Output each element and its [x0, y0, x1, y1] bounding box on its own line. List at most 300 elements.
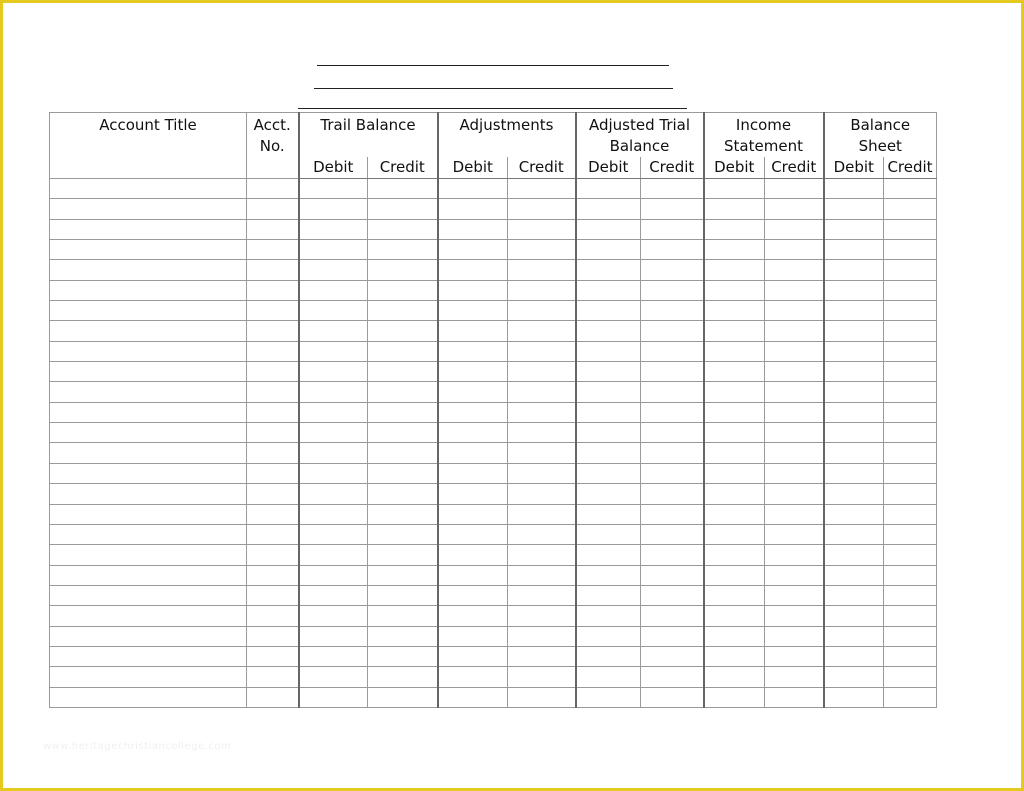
adjustments-debit-cell[interactable]: [438, 504, 508, 524]
trail-balance-debit-cell[interactable]: [299, 382, 368, 402]
adjustments-debit-cell[interactable]: [438, 179, 508, 199]
adjusted-trial-balance-credit-cell[interactable]: [641, 524, 704, 544]
account-title-cell[interactable]: [50, 646, 247, 666]
acct-no-cell[interactable]: [247, 646, 299, 666]
trail-balance-credit-cell[interactable]: [368, 280, 438, 300]
adjustments-credit-cell[interactable]: [508, 341, 576, 361]
adjusted-trial-balance-credit-cell[interactable]: [641, 626, 704, 646]
adjusted-trial-balance-debit-cell[interactable]: [576, 341, 641, 361]
balance-sheet-credit-cell[interactable]: [884, 443, 937, 463]
adjusted-trial-balance-debit-cell[interactable]: [576, 484, 641, 504]
adjusted-trial-balance-debit-cell[interactable]: [576, 423, 641, 443]
income-statement-debit-cell[interactable]: [704, 341, 765, 361]
acct-no-cell[interactable]: [247, 606, 299, 626]
adjusted-trial-balance-debit-cell[interactable]: [576, 321, 641, 341]
income-statement-credit-cell[interactable]: [765, 667, 824, 687]
trail-balance-credit-cell[interactable]: [368, 626, 438, 646]
adjustments-debit-cell[interactable]: [438, 423, 508, 443]
heading-blank-line-1[interactable]: [317, 65, 669, 66]
income-statement-debit-cell[interactable]: [704, 646, 765, 666]
income-statement-credit-cell[interactable]: [765, 545, 824, 565]
acct-no-cell[interactable]: [247, 565, 299, 585]
adjustments-credit-cell[interactable]: [508, 565, 576, 585]
acct-no-cell[interactable]: [247, 667, 299, 687]
account-title-cell[interactable]: [50, 240, 247, 260]
adjustments-credit-cell[interactable]: [508, 606, 576, 626]
income-statement-debit-cell[interactable]: [704, 443, 765, 463]
balance-sheet-credit-cell[interactable]: [884, 301, 937, 321]
income-statement-debit-cell[interactable]: [704, 402, 765, 422]
trail-balance-credit-cell[interactable]: [368, 524, 438, 544]
adjustments-debit-cell[interactable]: [438, 484, 508, 504]
trail-balance-credit-cell[interactable]: [368, 341, 438, 361]
adjustments-credit-cell[interactable]: [508, 382, 576, 402]
income-statement-debit-cell[interactable]: [704, 667, 765, 687]
adjustments-credit-cell[interactable]: [508, 545, 576, 565]
account-title-cell[interactable]: [50, 423, 247, 443]
acct-no-cell[interactable]: [247, 382, 299, 402]
adjusted-trial-balance-credit-cell[interactable]: [641, 301, 704, 321]
adjusted-trial-balance-debit-cell[interactable]: [576, 260, 641, 280]
adjustments-credit-cell[interactable]: [508, 484, 576, 504]
adjustments-debit-cell[interactable]: [438, 585, 508, 605]
balance-sheet-credit-cell[interactable]: [884, 240, 937, 260]
adjusted-trial-balance-credit-cell[interactable]: [641, 341, 704, 361]
adjustments-credit-cell[interactable]: [508, 524, 576, 544]
trail-balance-debit-cell[interactable]: [299, 199, 368, 219]
balance-sheet-debit-cell[interactable]: [824, 402, 884, 422]
adjusted-trial-balance-debit-cell[interactable]: [576, 504, 641, 524]
income-statement-credit-cell[interactable]: [765, 606, 824, 626]
balance-sheet-debit-cell[interactable]: [824, 179, 884, 199]
adjusted-trial-balance-debit-cell[interactable]: [576, 219, 641, 239]
balance-sheet-debit-cell[interactable]: [824, 565, 884, 585]
balance-sheet-credit-cell[interactable]: [884, 402, 937, 422]
adjustments-credit-cell[interactable]: [508, 179, 576, 199]
balance-sheet-debit-cell[interactable]: [824, 626, 884, 646]
trail-balance-credit-cell[interactable]: [368, 321, 438, 341]
adjusted-trial-balance-debit-cell[interactable]: [576, 646, 641, 666]
adjusted-trial-balance-credit-cell[interactable]: [641, 484, 704, 504]
income-statement-debit-cell[interactable]: [704, 606, 765, 626]
balance-sheet-debit-cell[interactable]: [824, 219, 884, 239]
account-title-cell[interactable]: [50, 545, 247, 565]
trail-balance-debit-cell[interactable]: [299, 626, 368, 646]
adjusted-trial-balance-debit-cell[interactable]: [576, 667, 641, 687]
income-statement-credit-cell[interactable]: [765, 179, 824, 199]
acct-no-cell[interactable]: [247, 240, 299, 260]
acct-no-cell[interactable]: [247, 687, 299, 707]
adjusted-trial-balance-credit-cell[interactable]: [641, 443, 704, 463]
adjusted-trial-balance-debit-cell[interactable]: [576, 687, 641, 707]
balance-sheet-debit-cell[interactable]: [824, 341, 884, 361]
adjusted-trial-balance-credit-cell[interactable]: [641, 687, 704, 707]
adjustments-credit-cell[interactable]: [508, 321, 576, 341]
balance-sheet-debit-cell[interactable]: [824, 524, 884, 544]
acct-no-cell[interactable]: [247, 443, 299, 463]
trail-balance-credit-cell[interactable]: [368, 585, 438, 605]
balance-sheet-debit-cell[interactable]: [824, 646, 884, 666]
adjusted-trial-balance-credit-cell[interactable]: [641, 179, 704, 199]
trail-balance-debit-cell[interactable]: [299, 504, 368, 524]
income-statement-credit-cell[interactable]: [765, 585, 824, 605]
trail-balance-credit-cell[interactable]: [368, 484, 438, 504]
trail-balance-debit-cell[interactable]: [299, 219, 368, 239]
income-statement-credit-cell[interactable]: [765, 687, 824, 707]
adjusted-trial-balance-debit-cell[interactable]: [576, 524, 641, 544]
acct-no-cell[interactable]: [247, 199, 299, 219]
balance-sheet-debit-cell[interactable]: [824, 280, 884, 300]
balance-sheet-credit-cell[interactable]: [884, 484, 937, 504]
trail-balance-credit-cell[interactable]: [368, 260, 438, 280]
adjusted-trial-balance-credit-cell[interactable]: [641, 463, 704, 483]
income-statement-credit-cell[interactable]: [765, 443, 824, 463]
adjusted-trial-balance-debit-cell[interactable]: [576, 301, 641, 321]
balance-sheet-debit-cell[interactable]: [824, 463, 884, 483]
balance-sheet-credit-cell[interactable]: [884, 260, 937, 280]
adjustments-debit-cell[interactable]: [438, 382, 508, 402]
acct-no-cell[interactable]: [247, 626, 299, 646]
balance-sheet-credit-cell[interactable]: [884, 463, 937, 483]
balance-sheet-debit-cell[interactable]: [824, 382, 884, 402]
account-title-cell[interactable]: [50, 362, 247, 382]
adjustments-debit-cell[interactable]: [438, 362, 508, 382]
trail-balance-debit-cell[interactable]: [299, 179, 368, 199]
income-statement-credit-cell[interactable]: [765, 280, 824, 300]
adjusted-trial-balance-debit-cell[interactable]: [576, 463, 641, 483]
adjustments-credit-cell[interactable]: [508, 646, 576, 666]
adjustments-debit-cell[interactable]: [438, 443, 508, 463]
adjusted-trial-balance-debit-cell[interactable]: [576, 280, 641, 300]
adjusted-trial-balance-debit-cell[interactable]: [576, 382, 641, 402]
trail-balance-credit-cell[interactable]: [368, 504, 438, 524]
trail-balance-debit-cell[interactable]: [299, 646, 368, 666]
adjustments-credit-cell[interactable]: [508, 260, 576, 280]
income-statement-debit-cell[interactable]: [704, 362, 765, 382]
adjustments-debit-cell[interactable]: [438, 626, 508, 646]
trail-balance-debit-cell[interactable]: [299, 321, 368, 341]
trail-balance-credit-cell[interactable]: [368, 199, 438, 219]
acct-no-cell[interactable]: [247, 280, 299, 300]
adjustments-credit-cell[interactable]: [508, 362, 576, 382]
adjustments-debit-cell[interactable]: [438, 240, 508, 260]
balance-sheet-credit-cell[interactable]: [884, 606, 937, 626]
acct-no-cell[interactable]: [247, 484, 299, 504]
adjustments-debit-cell[interactable]: [438, 280, 508, 300]
trail-balance-debit-cell[interactable]: [299, 362, 368, 382]
income-statement-debit-cell[interactable]: [704, 687, 765, 707]
adjusted-trial-balance-credit-cell[interactable]: [641, 321, 704, 341]
trail-balance-credit-cell[interactable]: [368, 423, 438, 443]
trail-balance-debit-cell[interactable]: [299, 260, 368, 280]
income-statement-credit-cell[interactable]: [765, 423, 824, 443]
trail-balance-credit-cell[interactable]: [368, 443, 438, 463]
acct-no-cell[interactable]: [247, 423, 299, 443]
adjusted-trial-balance-credit-cell[interactable]: [641, 199, 704, 219]
income-statement-credit-cell[interactable]: [765, 362, 824, 382]
income-statement-credit-cell[interactable]: [765, 504, 824, 524]
trail-balance-credit-cell[interactable]: [368, 606, 438, 626]
income-statement-debit-cell[interactable]: [704, 240, 765, 260]
adjusted-trial-balance-credit-cell[interactable]: [641, 646, 704, 666]
adjustments-debit-cell[interactable]: [438, 606, 508, 626]
balance-sheet-debit-cell[interactable]: [824, 545, 884, 565]
account-title-cell[interactable]: [50, 585, 247, 605]
acct-no-cell[interactable]: [247, 585, 299, 605]
income-statement-credit-cell[interactable]: [765, 260, 824, 280]
trail-balance-debit-cell[interactable]: [299, 240, 368, 260]
balance-sheet-debit-cell[interactable]: [824, 362, 884, 382]
income-statement-credit-cell[interactable]: [765, 219, 824, 239]
acct-no-cell[interactable]: [247, 402, 299, 422]
trail-balance-debit-cell[interactable]: [299, 423, 368, 443]
adjustments-credit-cell[interactable]: [508, 219, 576, 239]
adjusted-trial-balance-credit-cell[interactable]: [641, 667, 704, 687]
income-statement-credit-cell[interactable]: [765, 382, 824, 402]
income-statement-debit-cell[interactable]: [704, 260, 765, 280]
adjusted-trial-balance-credit-cell[interactable]: [641, 402, 704, 422]
income-statement-credit-cell[interactable]: [765, 463, 824, 483]
account-title-cell[interactable]: [50, 402, 247, 422]
trail-balance-credit-cell[interactable]: [368, 646, 438, 666]
adjusted-trial-balance-debit-cell[interactable]: [576, 443, 641, 463]
income-statement-credit-cell[interactable]: [765, 301, 824, 321]
adjusted-trial-balance-credit-cell[interactable]: [641, 423, 704, 443]
adjustments-credit-cell[interactable]: [508, 443, 576, 463]
balance-sheet-debit-cell[interactable]: [824, 504, 884, 524]
adjusted-trial-balance-credit-cell[interactable]: [641, 545, 704, 565]
adjusted-trial-balance-credit-cell[interactable]: [641, 280, 704, 300]
trail-balance-debit-cell[interactable]: [299, 341, 368, 361]
account-title-cell[interactable]: [50, 504, 247, 524]
trail-balance-debit-cell[interactable]: [299, 301, 368, 321]
balance-sheet-debit-cell[interactable]: [824, 443, 884, 463]
income-statement-debit-cell[interactable]: [704, 179, 765, 199]
balance-sheet-debit-cell[interactable]: [824, 301, 884, 321]
trail-balance-debit-cell[interactable]: [299, 687, 368, 707]
adjustments-credit-cell[interactable]: [508, 687, 576, 707]
adjustments-credit-cell[interactable]: [508, 626, 576, 646]
account-title-cell[interactable]: [50, 667, 247, 687]
adjustments-debit-cell[interactable]: [438, 341, 508, 361]
trail-balance-credit-cell[interactable]: [368, 463, 438, 483]
income-statement-debit-cell[interactable]: [704, 382, 765, 402]
trail-balance-debit-cell[interactable]: [299, 463, 368, 483]
balance-sheet-credit-cell[interactable]: [884, 423, 937, 443]
heading-blank-line-2[interactable]: [314, 88, 673, 89]
adjusted-trial-balance-credit-cell[interactable]: [641, 260, 704, 280]
trail-balance-debit-cell[interactable]: [299, 443, 368, 463]
account-title-cell[interactable]: [50, 524, 247, 544]
balance-sheet-debit-cell[interactable]: [824, 199, 884, 219]
adjusted-trial-balance-debit-cell[interactable]: [576, 585, 641, 605]
account-title-cell[interactable]: [50, 341, 247, 361]
trail-balance-debit-cell[interactable]: [299, 667, 368, 687]
income-statement-credit-cell[interactable]: [765, 341, 824, 361]
adjusted-trial-balance-credit-cell[interactable]: [641, 504, 704, 524]
adjustments-credit-cell[interactable]: [508, 280, 576, 300]
acct-no-cell[interactable]: [247, 504, 299, 524]
income-statement-debit-cell[interactable]: [704, 219, 765, 239]
adjustments-debit-cell[interactable]: [438, 667, 508, 687]
adjustments-credit-cell[interactable]: [508, 504, 576, 524]
account-title-cell[interactable]: [50, 219, 247, 239]
balance-sheet-debit-cell[interactable]: [824, 423, 884, 443]
adjusted-trial-balance-debit-cell[interactable]: [576, 199, 641, 219]
balance-sheet-credit-cell[interactable]: [884, 687, 937, 707]
trail-balance-debit-cell[interactable]: [299, 606, 368, 626]
account-title-cell[interactable]: [50, 443, 247, 463]
adjusted-trial-balance-credit-cell[interactable]: [641, 606, 704, 626]
account-title-cell[interactable]: [50, 606, 247, 626]
income-statement-debit-cell[interactable]: [704, 504, 765, 524]
adjusted-trial-balance-credit-cell[interactable]: [641, 362, 704, 382]
income-statement-credit-cell[interactable]: [765, 565, 824, 585]
adjustments-credit-cell[interactable]: [508, 585, 576, 605]
adjustments-credit-cell[interactable]: [508, 402, 576, 422]
balance-sheet-credit-cell[interactable]: [884, 280, 937, 300]
acct-no-cell[interactable]: [247, 362, 299, 382]
acct-no-cell[interactable]: [247, 301, 299, 321]
income-statement-debit-cell[interactable]: [704, 524, 765, 544]
income-statement-debit-cell[interactable]: [704, 585, 765, 605]
account-title-cell[interactable]: [50, 484, 247, 504]
balance-sheet-credit-cell[interactable]: [884, 626, 937, 646]
income-statement-debit-cell[interactable]: [704, 301, 765, 321]
adjustments-debit-cell[interactable]: [438, 260, 508, 280]
acct-no-cell[interactable]: [247, 524, 299, 544]
adjustments-debit-cell[interactable]: [438, 524, 508, 544]
adjusted-trial-balance-credit-cell[interactable]: [641, 240, 704, 260]
balance-sheet-credit-cell[interactable]: [884, 219, 937, 239]
adjustments-debit-cell[interactable]: [438, 219, 508, 239]
balance-sheet-credit-cell[interactable]: [884, 321, 937, 341]
adjustments-debit-cell[interactable]: [438, 402, 508, 422]
income-statement-credit-cell[interactable]: [765, 402, 824, 422]
balance-sheet-credit-cell[interactable]: [884, 362, 937, 382]
adjustments-credit-cell[interactable]: [508, 199, 576, 219]
adjustments-credit-cell[interactable]: [508, 301, 576, 321]
account-title-cell[interactable]: [50, 280, 247, 300]
income-statement-debit-cell[interactable]: [704, 484, 765, 504]
balance-sheet-credit-cell[interactable]: [884, 545, 937, 565]
trail-balance-debit-cell[interactable]: [299, 402, 368, 422]
income-statement-credit-cell[interactable]: [765, 484, 824, 504]
balance-sheet-debit-cell[interactable]: [824, 240, 884, 260]
adjusted-trial-balance-credit-cell[interactable]: [641, 219, 704, 239]
adjusted-trial-balance-debit-cell[interactable]: [576, 240, 641, 260]
adjustments-debit-cell[interactable]: [438, 463, 508, 483]
trail-balance-credit-cell[interactable]: [368, 219, 438, 239]
acct-no-cell[interactable]: [247, 545, 299, 565]
adjusted-trial-balance-debit-cell[interactable]: [576, 179, 641, 199]
income-statement-credit-cell[interactable]: [765, 646, 824, 666]
account-title-cell[interactable]: [50, 565, 247, 585]
income-statement-debit-cell[interactable]: [704, 423, 765, 443]
adjusted-trial-balance-credit-cell[interactable]: [641, 565, 704, 585]
balance-sheet-debit-cell[interactable]: [824, 687, 884, 707]
account-title-cell[interactable]: [50, 687, 247, 707]
trail-balance-debit-cell[interactable]: [299, 280, 368, 300]
balance-sheet-debit-cell[interactable]: [824, 484, 884, 504]
acct-no-cell[interactable]: [247, 179, 299, 199]
trail-balance-debit-cell[interactable]: [299, 545, 368, 565]
adjustments-debit-cell[interactable]: [438, 301, 508, 321]
balance-sheet-credit-cell[interactable]: [884, 585, 937, 605]
balance-sheet-credit-cell[interactable]: [884, 179, 937, 199]
trail-balance-debit-cell[interactable]: [299, 524, 368, 544]
income-statement-credit-cell[interactable]: [765, 321, 824, 341]
adjusted-trial-balance-debit-cell[interactable]: [576, 626, 641, 646]
adjusted-trial-balance-debit-cell[interactable]: [576, 565, 641, 585]
adjustments-credit-cell[interactable]: [508, 667, 576, 687]
heading-blank-line-3[interactable]: [298, 108, 687, 109]
balance-sheet-debit-cell[interactable]: [824, 606, 884, 626]
income-statement-debit-cell[interactable]: [704, 626, 765, 646]
trail-balance-credit-cell[interactable]: [368, 565, 438, 585]
trail-balance-credit-cell[interactable]: [368, 545, 438, 565]
balance-sheet-credit-cell[interactable]: [884, 646, 937, 666]
adjustments-debit-cell[interactable]: [438, 545, 508, 565]
adjusted-trial-balance-debit-cell[interactable]: [576, 606, 641, 626]
trail-balance-credit-cell[interactable]: [368, 301, 438, 321]
balance-sheet-credit-cell[interactable]: [884, 524, 937, 544]
balance-sheet-credit-cell[interactable]: [884, 382, 937, 402]
adjustments-credit-cell[interactable]: [508, 423, 576, 443]
adjustments-credit-cell[interactable]: [508, 240, 576, 260]
balance-sheet-credit-cell[interactable]: [884, 199, 937, 219]
account-title-cell[interactable]: [50, 301, 247, 321]
income-statement-debit-cell[interactable]: [704, 321, 765, 341]
income-statement-credit-cell[interactable]: [765, 240, 824, 260]
trail-balance-credit-cell[interactable]: [368, 240, 438, 260]
account-title-cell[interactable]: [50, 321, 247, 341]
account-title-cell[interactable]: [50, 382, 247, 402]
income-statement-debit-cell[interactable]: [704, 565, 765, 585]
balance-sheet-debit-cell[interactable]: [824, 260, 884, 280]
balance-sheet-debit-cell[interactable]: [824, 667, 884, 687]
trail-balance-debit-cell[interactable]: [299, 585, 368, 605]
acct-no-cell[interactable]: [247, 219, 299, 239]
adjustments-credit-cell[interactable]: [508, 463, 576, 483]
balance-sheet-credit-cell[interactable]: [884, 341, 937, 361]
trail-balance-debit-cell[interactable]: [299, 484, 368, 504]
trail-balance-credit-cell[interactable]: [368, 382, 438, 402]
income-statement-debit-cell[interactable]: [704, 545, 765, 565]
income-statement-debit-cell[interactable]: [704, 280, 765, 300]
balance-sheet-credit-cell[interactable]: [884, 565, 937, 585]
income-statement-debit-cell[interactable]: [704, 463, 765, 483]
adjustments-debit-cell[interactable]: [438, 646, 508, 666]
adjustments-debit-cell[interactable]: [438, 687, 508, 707]
balance-sheet-debit-cell[interactable]: [824, 585, 884, 605]
acct-no-cell[interactable]: [247, 463, 299, 483]
income-statement-debit-cell[interactable]: [704, 199, 765, 219]
trail-balance-credit-cell[interactable]: [368, 179, 438, 199]
account-title-cell[interactable]: [50, 199, 247, 219]
acct-no-cell[interactable]: [247, 321, 299, 341]
income-statement-credit-cell[interactable]: [765, 524, 824, 544]
trail-balance-credit-cell[interactable]: [368, 362, 438, 382]
trail-balance-credit-cell[interactable]: [368, 687, 438, 707]
balance-sheet-credit-cell[interactable]: [884, 667, 937, 687]
balance-sheet-debit-cell[interactable]: [824, 321, 884, 341]
acct-no-cell[interactable]: [247, 260, 299, 280]
income-statement-credit-cell[interactable]: [765, 199, 824, 219]
account-title-cell[interactable]: [50, 179, 247, 199]
trail-balance-credit-cell[interactable]: [368, 667, 438, 687]
adjustments-debit-cell[interactable]: [438, 199, 508, 219]
